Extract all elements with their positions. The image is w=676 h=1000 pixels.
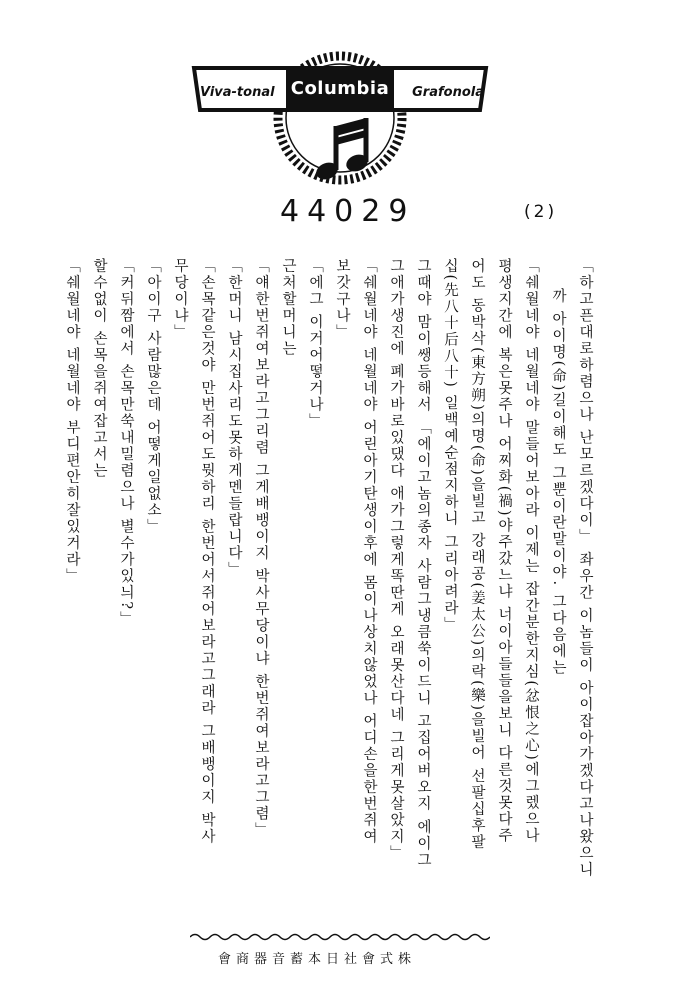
lyrics-line: 「손목같은것야 만번쥐어도뭣하리 한번어서쥐어보라고그래라 그배뱅이지 박사: [199, 258, 215, 846]
lyrics-line: 그애가생진에 폐가바로있댔다 애가그렇게똑딴게 오래못산다네 그리게못살았지」: [388, 258, 404, 862]
lyrics-line: 「에그 이거어떻거나」: [307, 258, 323, 430]
lyrics-line: 십(先八十后八十) 일백예순점지하니 그리아려라」: [442, 258, 458, 634]
side-number: (2): [524, 202, 558, 222]
lyrics-line: 「한머니 남시집사리도못하게멘들랍니다」: [226, 258, 242, 579]
lyrics-line: 「쉐월네야 네월네야 말들어보아라 이제는 잡간분한지심(忿恨之心)에그렜으나: [523, 258, 539, 845]
lyrics-line: 어도 동박삭(東方朔)의명(命)을빌고 강래공(姜太公)의락(樂)을빌어 선팔십후팔: [469, 258, 485, 851]
lyrics-line: 「쉐월네야 네월네야 부디편안히잘있거라」: [64, 258, 80, 585]
lyrics-line: 「커뒤짬에서 손목만쑥내밀렴으나 별수가있늬?」: [118, 258, 134, 628]
lyrics-line: 보갓구나」: [334, 258, 350, 341]
lyrics-line: 「얘한번쥐여보라고그리렴 그게배뱅이지 박사무당이냐 한번쥐여보라고그렴」: [253, 258, 269, 839]
lyrics-line: 평생지간에 복은못주나 어찌화(禍)야주갔느냐 너이아들들을보니 다른것못다주: [496, 258, 512, 845]
logo-right-text: Grafonola: [412, 85, 484, 100]
lyrics-line: 「쉐월네야 네월네야 어린아기탄생이후에 몸이나상치않었나 어디손을한번쥐여: [361, 258, 377, 846]
lyrics-block: [58, 258, 598, 928]
lyrics-line: 「하고픈대로하렴으나 난모르겠다이」 좌우간 이놈들이 아이잡아가겠다고나왔으니: [577, 258, 593, 879]
publisher-name: 會商器音蓄本日社會式株: [218, 952, 417, 967]
lyrics-line: 그때야 맘이쌩등해서 「에이고놈의종자 사람그냉큼쑥이드니 고집어버오지 에이그: [415, 258, 431, 869]
lyrics-line: 할수없이 손목을쥐여잡고서는: [91, 258, 107, 480]
logo-left-text: Viva-tonal: [200, 85, 275, 100]
lyrics-line: 「아이구 사람많은데 어떻게일없소」: [145, 258, 161, 536]
lyrics-line: 무당이냐」: [172, 258, 188, 341]
record-number: 44029: [280, 194, 416, 229]
wave-divider: [190, 932, 490, 942]
lyrics-line: 근처할머니는: [280, 258, 296, 357]
lyrics-line: 까 아이명(命)길이해도 그뿐이란말이야. 그다음에는: [550, 288, 566, 677]
logo-brand-name: Columbia: [290, 78, 390, 99]
logo-graphic: [190, 38, 490, 188]
columbia-logo: [190, 38, 490, 188]
